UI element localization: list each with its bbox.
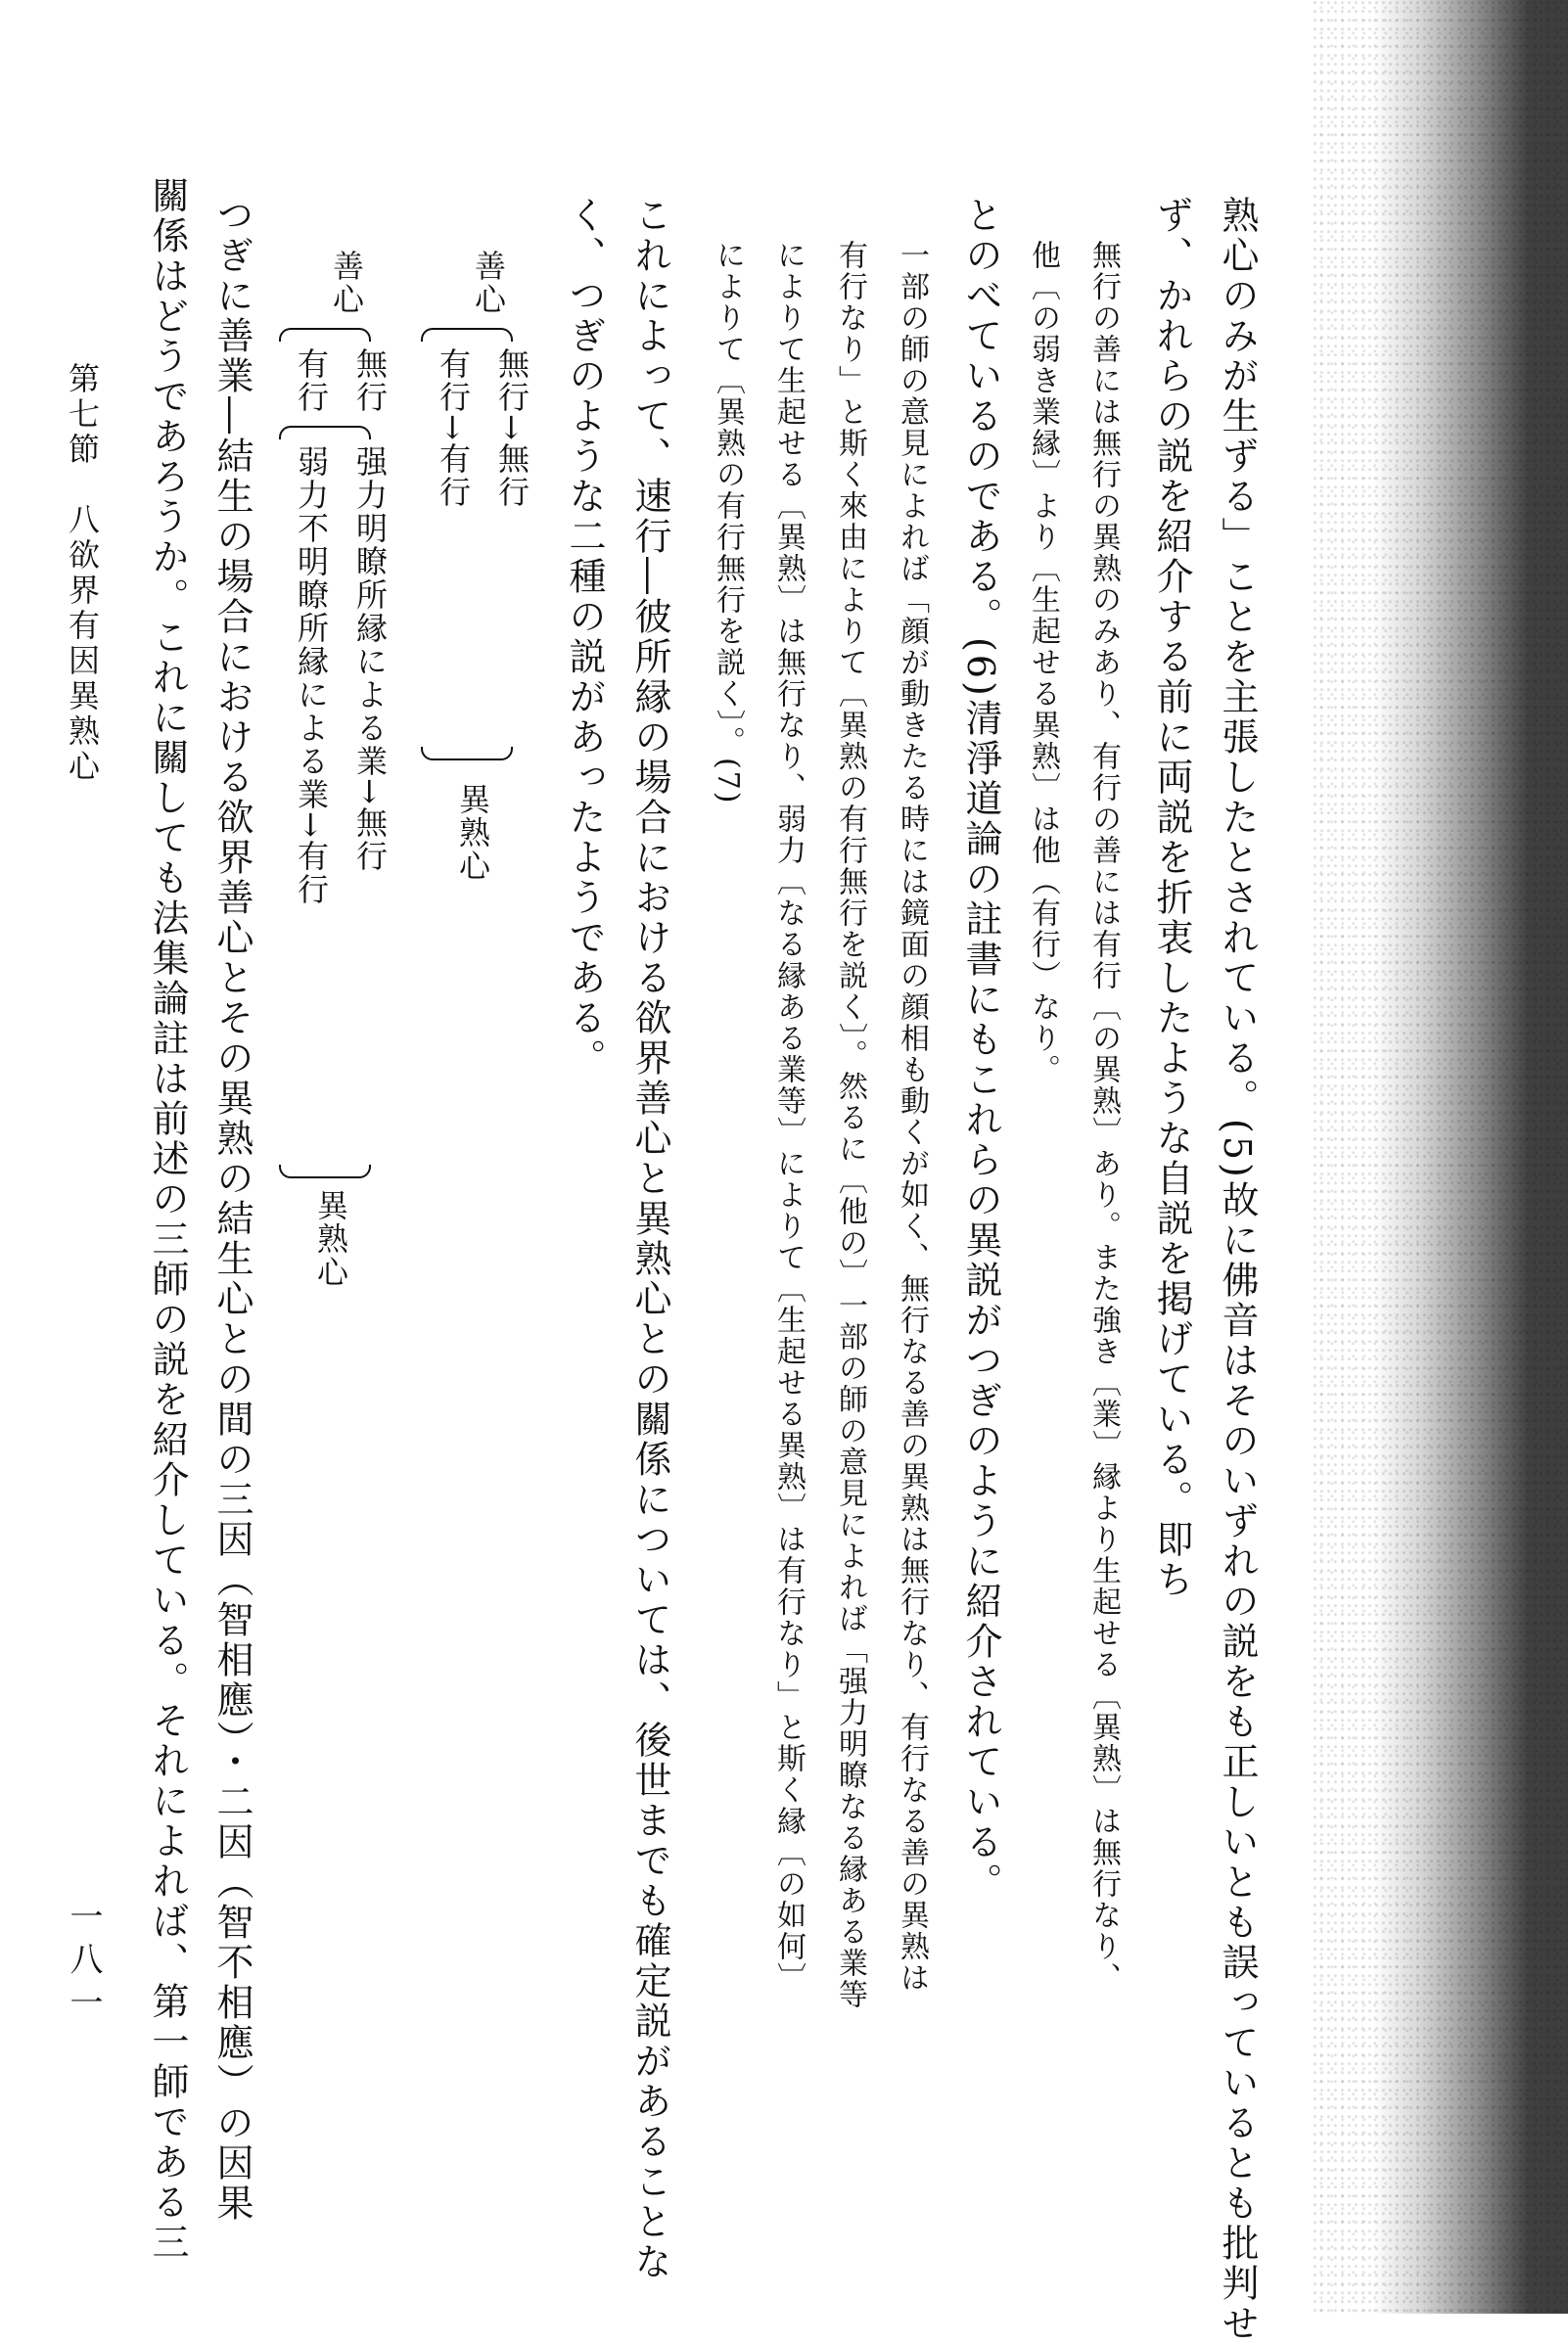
text-column-2: ず、かれらの説を紹介する前に両説を折衷したような自説を掲げている。即ち [1150,196,1193,1600]
quote-column-3: 一部の師の意見によれば「顔が動きたる時には鏡面の顔相も動くが如く、無行なる善の異熟は無行なり、有行なる善の異熟は [895,240,929,1994]
text-column-6: つぎに善業―結生の場合における欲界善心とその異熟の結生心との間の三因（智相應）・二因（智不相應）の因果 [210,196,254,2224]
diagram-1-left-brace [421,328,513,342]
diagram-1-right-brace [421,747,513,760]
quote-column-5: によりて生起せる〔異熟〕は無行なり、弱力〔なる縁ある業等〕によりて〔生起せる異熟〕は有行なり」と斯く縁〔の如何〕 [771,240,806,1994]
diagram-1-branch-1: 無行→無行 [493,347,530,509]
diagram-1-result: 異熟心 [454,783,491,883]
text-column-7: 關係はどうであろうか。これに關しても法集論註は前述の三師の説を紹介している。それによれば、第一師である三 [146,176,189,2263]
text-column-4: これによって、速行―彼所縁の場合における欲界善心と異熟心との關係については、後世までも確定説があることな [628,196,671,2282]
diagram-2-mid-brace [279,426,371,439]
diagram-2-branch-2b: 弱力不明瞭所縁による業→有行 [293,445,330,906]
quote-column-2: 他〔の弱き業縁〕より〔生起せる異熟〕は他（有行）なり。 [1026,240,1060,1085]
diagram-2-result: 異熟心 [312,1189,349,1289]
diagram-2-branch-1b: 强力明瞭所縁による業→無行 [351,445,389,873]
page-number: 一八一 [64,1899,103,2028]
text-column-3: とのべているのである。(6)清淨道論の註書にもこれらの異説がつぎのように紹介されている。 [959,196,1002,1903]
diagram-2-branch-2a: 有行 [293,347,330,414]
text-column-5: く、つぎのような二種の説があったようである。 [563,196,606,1079]
scan-edge-speckle [1314,0,1568,2314]
text-column-1: 熟心のみが生ずる」ことを主張したとされている。(5)故に佛音はそのいずれの説をも正しいとも誤っているとも批判せ [1216,196,1259,2344]
quote-column-1: 無行の善には無行の異熟のみあり、有行の善には有行〔の異熟〕あり。また強き〔業〕縁より生起せる〔異熟〕は無行なり、 [1086,240,1121,1994]
diagram-2-left-brace [279,328,371,342]
diagram-2-label: 善心 [328,250,365,316]
running-header: 第七節 八欲界有因異熟心 [64,362,101,785]
diagram-2 [269,250,396,1289]
diagram-2-branch-1a: 無行 [351,347,389,414]
diagram-1 [411,250,538,883]
diagram-1-label: 善心 [470,250,507,316]
quote-column-4: 有行なり」と斯く來由によりて〔異熟の有行無行を説く〕。然るに〔他の〕一部の師の意見によれば「强力明瞭なる縁ある業等 [833,240,867,2010]
diagram-2-right-brace [279,1165,371,1178]
diagram-1-branch-2: 有行→有行 [435,347,472,509]
quote-column-6: によりて〔異熟の有行無行を説く〕。(7) [711,240,745,805]
